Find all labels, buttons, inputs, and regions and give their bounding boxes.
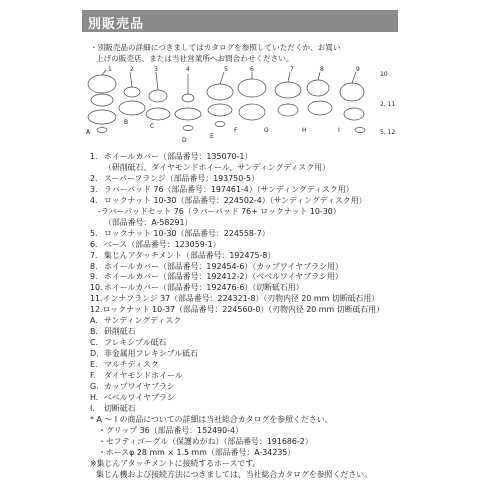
cup-brush [239,104,265,120]
list-item: 12.ロックナット 10-37（部品番号：224560-0）（刃物内径 20 mm 切断砥石用） [90,305,385,315]
diagram-label-8: 8 [320,66,324,73]
list-item: （研削砥石、ダイヤモンドホイール、サンディングディスク用） [104,162,331,172]
diamond-wheel [208,104,232,116]
accessories-diagram [84,62,400,150]
nut-part-2 [215,122,225,127]
disc-part [88,110,116,124]
wheel-cover-8 [238,79,266,97]
cut-off-wheel [308,101,332,115]
diagram-label-9: 9 [356,66,360,73]
wheel-cover-10 [307,80,329,96]
diagram-label-4: 4 [186,66,190,73]
intro-text [90,42,410,64]
section-title: 別販売品 [88,17,145,32]
list-item: ・ホースφ 28 mm × 1.5 mm（部品番号：A-34235） [98,447,296,457]
diagram-label-5-12: 5, 12 [380,129,396,136]
list-item: 3. ラバーパッド 76（部品番号：197461-4）（サンディングディスク用） [90,184,354,194]
diagram-label-C: C [150,123,155,130]
list-item: ・セフティゴーグル（保護めがね）（部品番号：191686-2） [98,436,313,446]
list-item: 8. ホイールカバー（部品番号：192454-6）（カップワイヤブラシ用） [90,261,343,271]
list-item: 6. ベース（部品番号：123059-1） [90,239,221,249]
diagram-label-H: H [302,127,307,134]
note-line: * A ～ I の商品についての詳細は当社総合カタログを参照ください。 [90,414,333,424]
flange-part [91,94,113,106]
nut-part [97,128,107,133]
list-item: A. サンディングディスク [90,316,182,326]
list-item: G. カップワイヤブラシ [90,382,175,392]
diagram-label-F: F [234,127,238,134]
diagram-label-3: 3 [154,66,158,73]
bevel-brush [278,104,298,116]
diagram-label-7: 7 [290,66,294,73]
list-item: 5. ロックナット 10-30（部品番号：224558-7） [90,228,270,238]
wheel-cover-1 [88,75,116,93]
nut-part-3 [355,128,365,133]
list-item: （部品番号：A-58291） [104,217,193,227]
diagram-label-D: D [182,137,187,144]
list-item: 1. ホイールカバー（部品番号：135070-1） [90,152,253,161]
list-item: ・グリップ 36（部品番号：152490-4） [98,425,243,435]
list-item: H. ベベルワイヤブラシ [90,392,175,402]
section-header [82,10,398,32]
list-item: D. 非金属用フレキシブル砥石 [90,349,198,359]
intro-line-2: 上げの販売店、または当社営業所へお問合わせください。 [96,54,294,63]
wheel-cover-9 [275,82,301,98]
diagram-label-2: 2 [130,66,134,73]
list-item: 2. スーパーフランジ（部品番号：193750-5） [90,173,259,183]
accessory-list [90,152,420,481]
diagram-label-B: B [124,119,129,126]
list-item: 10.ホイールカバー（部品番号：192476-6）（切断砥石用） [90,283,304,293]
flex-wheel [149,90,167,102]
list-item: E. マルチディスク [90,360,159,370]
list-item: C. フレキシブル砥石 [90,338,167,348]
list-item: 7. 集じんアタッチメント（部品番号：192475-8） [90,250,276,260]
multi-disc [175,108,201,120]
diagram-label-10: 10 [380,71,388,78]
list-item: I. 切断砥石 [90,403,136,413]
rubber-pad [124,87,140,97]
cut-off-wheel-2 [344,108,364,120]
dust-attachment [207,84,233,100]
diagram-label-I: I [338,127,340,134]
list-item: B. 研削砥石 [90,327,136,337]
diagram-label-G: G [264,127,269,134]
base-part [182,94,194,102]
lock-nut [183,126,193,131]
note-line: 集じん機および接続方法につきましては、当社総合カタログを参照ください。 [96,469,373,479]
intro-line-1: ・別販売品の詳細につきましてはカタログを参照していただくか、お買い [90,43,341,52]
diagram-label-2-11: 2, 11 [380,101,396,108]
wheel-cover-10b [340,83,364,101]
diagram-label-A: A [86,129,91,136]
list-item: -ラバーパッドセット 76（ラバーパッド 76+ ロックナット 10-30） [98,206,341,216]
diagram-label-5: 5 [224,66,228,73]
grinding-wheel [119,101,145,115]
list-item: F. ダイヤモンドホイール [90,371,183,381]
diagram-label-1: 1 [108,66,112,73]
list-item: 4. ロックナット 10-30（部品番号：224502-4）（サンディングディスク用） [90,195,367,205]
note-line: ※集じんアタッチメントに接続するホースです。 [90,458,261,468]
list-item: 11.インナフランジ 37（部品番号：224321-8）（刃物内径 20 mm 切断砥石用） [90,294,380,304]
diagram-label-E: E [210,133,214,140]
flex-wheel-2 [146,108,170,120]
diagram-label-6: 6 [250,66,254,73]
list-item: 9. ホイールカバー（部品番号：192412-2）（ベベルワイヤブラシ用） [90,272,343,282]
